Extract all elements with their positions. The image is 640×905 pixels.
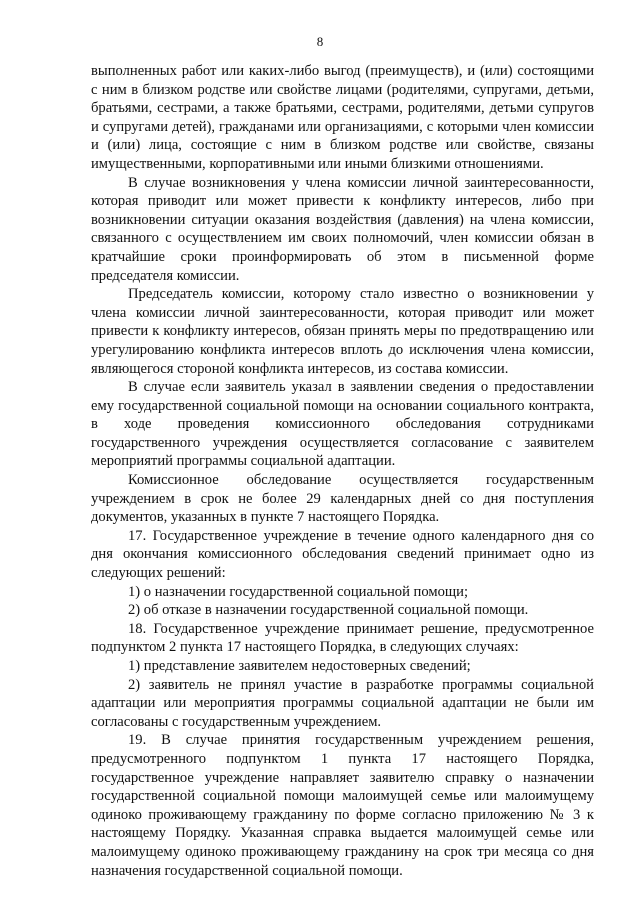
paragraph-inspection-term: Комиссионное обследование осуществляется государственным учреждением в срок не более 29 календарных дней со дня поступления документов, указанных в пункте 7 настоящего Порядка. bbox=[91, 472, 594, 526]
document-body bbox=[91, 62, 594, 880]
clause-19: 19. В случае принятия государственным учреждением решения, предусмотренного подпунктом 1 пункта 17 настоящего Порядка, государственное учреждение направляет заявителю справку о назначении государственной социальной помощи малоимущей семье или малоимущему одиноко проживающему гражданину по форме согласно приложению № 3 к настоящему Порядку. Указанная справка выдается малоимущей семье или малоимущему одиноко проживающему гражданину на срок три месяца со дня назначения государственной социальной помощи. bbox=[91, 732, 594, 879]
clause-17-item-1: 1) о назначении государственной социальной помощи; bbox=[128, 583, 469, 600]
paragraph-social-contract: В случае если заявитель указал в заявлении сведения о предоставлении ему государственной социальной помощи на основании социального контракта, в ходе проведения комиссионного обследования сотрудниками государственного учреждения осуществляется согласование с заявителем мероприятий программы социальной адаптации. bbox=[91, 379, 594, 470]
paragraph-conflict-relations: выполненных работ или каких-либо выгод (преимуществ), и (или) состоящими с ним в близком родстве или свойстве лицами (родителями, супругами, детьми, братьями, сестрами, а также братьями, сестрами, родителями, детьми супругов и супругами детей), гражданами или организациями, с которыми член комиссии и (или) лица, состоящие с ним в близком родстве или свойстве, связаны имущественными, корпоративными или иными близкими отношениями. bbox=[91, 63, 594, 172]
clause-17-item-2: 2) об отказе в назначении государственной социальной помощи. bbox=[128, 602, 529, 619]
paragraph-chairman-measures: Председатель комиссии, которому стало известно о возникновении у члена комиссии личной заинтересованности, которая приводит или может привести к конфликту интересов, обязан принять меры по предотвращению или урегулированию конфликта интересов вплоть до исключения члена комиссии, являющегося стороной конфликта интересов, из состава комиссии. bbox=[91, 286, 594, 377]
clause-18: 18. Государственное учреждение принимает решение, предусмотренное подпунктом 2 пункта 17 настоящего Порядка, в следующих случаях: bbox=[91, 620, 594, 656]
clause-18-item-2: 2) заявитель не принял участие в разработке программы социальной адаптации или мероприятия программы социальной адаптации не были им согласованы с государственным учреждением. bbox=[91, 676, 594, 730]
paragraph-member-obligation: В случае возникновения у члена комиссии личной заинтересованности, которая приводит или может привести к конфликту интересов, либо при возникновении ситуации оказания воздействия (давления) на члена комиссии, связанного с осуществлением им своих полномочий, член комиссии обязан в кратчайшие сроки проинформировать об этом в письменной форме председателя комиссии. bbox=[91, 174, 594, 284]
clause-17: 17. Государственное учреждение в течение одного календарного дня со дня окончания комиссионного обследования сведений принимает одно из следующих решений: bbox=[91, 527, 594, 582]
clause-18-item-1: 1) представление заявителем недостоверных сведений; bbox=[128, 658, 471, 674]
page-number: 8 bbox=[316, 34, 324, 49]
